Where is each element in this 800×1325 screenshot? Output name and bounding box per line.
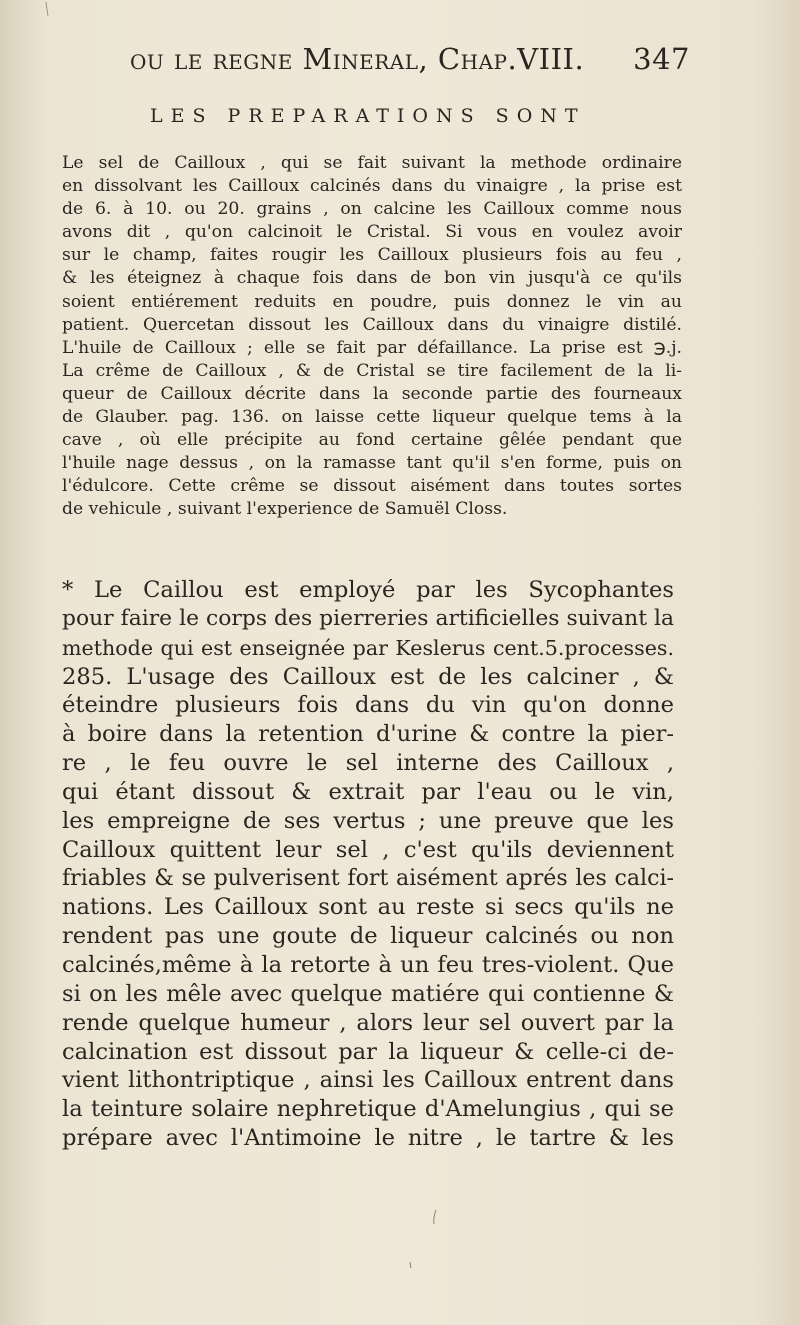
stray-mark: [410, 1262, 411, 1268]
text-line: methode qui est enseignée par Keslerus cent.5.processes.: [62, 635, 674, 660]
text-line: vient lithontriptique , ainsi les Cailloux entrent dans: [62, 1067, 674, 1094]
text-line: friables & se pulverisent fort aisément aprés les calci-: [62, 865, 674, 892]
text-line: calcinés,même à la retorte à un feu tres-violent. Que: [62, 951, 674, 978]
text-line: si on les mêle avec quelque matiére qui contienne &: [62, 980, 674, 1007]
text-line: avons dit , qu'on calcinoit le Cristal. Si vous en voulez avoir: [62, 222, 682, 243]
text-line: en dissolvant les Cailloux calcinés dans du vinaigre , la prise est: [62, 176, 682, 197]
text-line: les empreigne de ses vertus ; une preuve que les: [62, 807, 674, 834]
text-line: nations. Les Cailloux sont au reste si secs qu'ils ne: [62, 894, 674, 921]
text-line: Le sel de Cailloux , qui se fait suivant la methode ordinaire: [62, 153, 682, 173]
text-line: La crême de Cailloux , & de Cristal se tire facilement de la li-: [62, 360, 682, 381]
text-line: la teinture solaire nephretique d'Amelungius , qui se: [62, 1096, 674, 1123]
stray-mark: [434, 1210, 436, 1224]
text-line: de Glauber. pag. 136. on laisse cette liqueur quelque tems à la: [62, 407, 682, 428]
text-line: calcination est dissout par la liqueur & celle-ci de-: [62, 1038, 674, 1065]
page-number: 347: [633, 42, 690, 76]
text-line: re , le feu ouvre le sel interne des Cailloux ,: [62, 750, 674, 777]
text-line: 285. L'usage des Cailloux est de les calciner , &: [62, 663, 674, 690]
section-title: LES PREPARATIONS SONT: [150, 105, 586, 127]
text-line: l'huile nage dessus , on la ramasse tant qu'il s'en forme, puis on: [62, 453, 682, 474]
text-line: & les éteignez à chaque fois dans de bon vin jusqu'à ce qu'ils: [62, 268, 682, 289]
text-line: soient entiérement reduits en poudre, puis donnez le vin au: [62, 291, 682, 312]
running-header: [130, 42, 690, 76]
text-line: rendent pas une goute de liqueur calcinés ou non: [62, 923, 674, 950]
text-line: Cailloux quittent leur sel , c'est qu'ils deviennent: [62, 836, 674, 863]
paragraph-preparations: [62, 152, 682, 522]
text-line: de 6. à 10. ou 20. grains , on calcine les Cailloux comme nous: [62, 199, 682, 220]
stray-mark: [46, 2, 48, 16]
text-line: * Le Caillou est employé par les Sycophantes: [62, 577, 674, 603]
text-line: queur de Cailloux décrite dans la seconde partie des fourneaux: [62, 383, 682, 404]
text-line: sur le champ, faites rougir les Cailloux plusieurs fois au feu ,: [62, 245, 682, 266]
text-line: à boire dans la retention d'urine & contre la pier-: [62, 721, 674, 748]
running-title: ou le regne Mineral, Chap.VIII.: [130, 42, 585, 76]
text-line: rende quelque humeur , alors leur sel ouvert par la: [62, 1009, 674, 1036]
text-line: de vehicule , suivant l'experience de Samuël Closs.: [62, 499, 508, 520]
text-line: cave , où elle précipite au fond certaine gêlée pendant que: [62, 430, 682, 451]
text-line: pour faire le corps des pierreries artificielles suivant la: [62, 605, 674, 631]
text-line: prépare avec l'Antimoine le nitre , le tartre & les: [62, 1125, 674, 1152]
text-line: l'édulcore. Cette crême se dissout aisément dans toutes sortes: [62, 476, 682, 497]
text-line: qui étant dissout & extrait par l'eau ou le vin,: [62, 778, 674, 805]
text-line: patient. Quercetan dissout les Cailloux dans du vinaigre distilé.: [62, 314, 682, 335]
text-line: éteindre plusieurs fois dans du vin qu'on donne: [62, 692, 674, 719]
paragraph-caillou: [62, 576, 674, 1153]
text-line: L'huile de Cailloux ; elle se fait par défaillance. La prise est ℈.j.: [62, 337, 682, 358]
